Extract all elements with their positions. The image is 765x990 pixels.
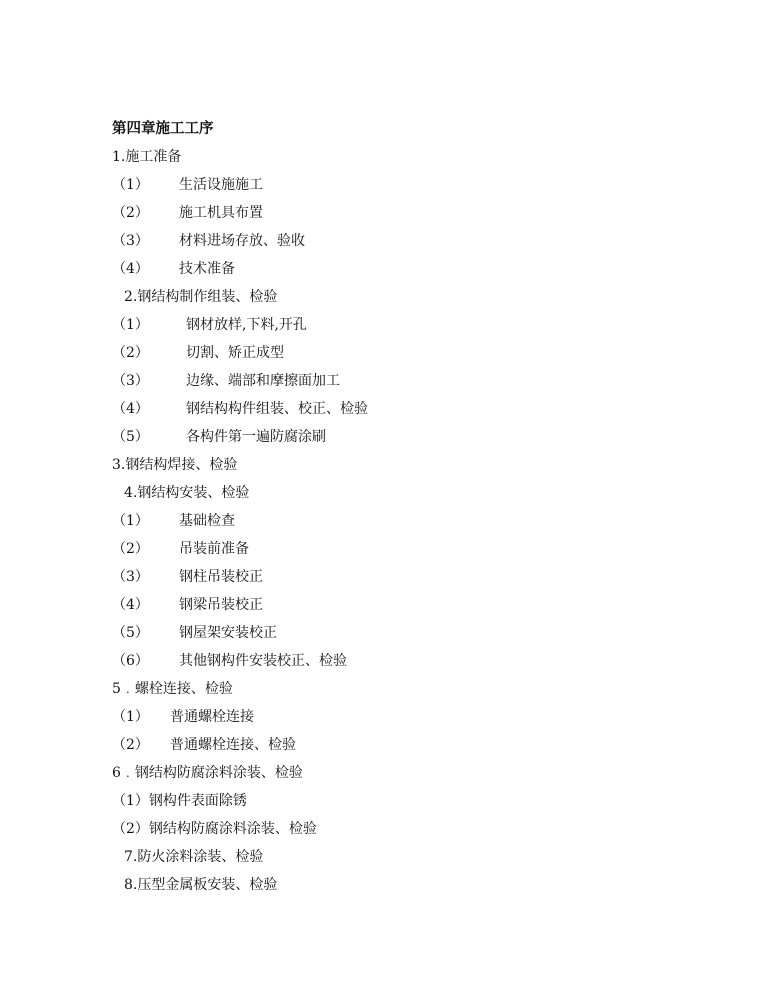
item-number: （2） [112,737,149,753]
list-item [112,428,326,446]
item-text: 技术准备 [179,261,235,277]
item-text: 钢材放样,下料,开孔 [186,317,307,333]
item-number: （4） [112,597,149,613]
item-text: 钢结构防腐涂料涂装、检验 [148,821,317,837]
item-text: 钢梁吊装校正 [179,597,263,613]
item-text: 生活设施施工 [179,177,263,193]
list-item [112,736,296,754]
item-text: 钢结构构件组装、校正、检验 [186,401,368,417]
section-heading: 1.施工准备 [112,149,182,165]
list-item [112,708,254,726]
section-heading: 5﹒螺栓连接、检验 [112,681,233,697]
section-heading: 4.钢结构安装、检验 [124,485,250,501]
item-text: 基础检查 [179,513,235,529]
item-text: 吊装前准备 [179,541,249,557]
section-heading: 2.钢结构制作组装、检验 [124,289,278,305]
list-item [112,344,284,362]
section-heading: 3.钢结构焊接、检验 [112,457,238,473]
list-item [112,372,340,390]
item-number: （1） [112,317,149,333]
item-text: 施工机具布置 [179,205,263,221]
item-number: （2） [112,821,149,837]
item-number: （4） [112,261,149,277]
list-item [112,204,263,222]
list-item [112,512,235,530]
list-item [112,232,305,250]
item-number: （3） [112,373,149,389]
chapter-title: 第四章施工工序 [112,120,214,137]
item-number: （2） [112,345,149,361]
item-number: （5） [112,429,149,445]
section-heading: 7.防火涂料涂装、检验 [124,849,264,865]
item-number: （4） [112,401,149,417]
item-text: 边缘、端部和摩擦面加工 [186,373,340,389]
item-number: （1） [112,709,149,725]
list-item [112,260,235,278]
list-item [112,316,307,334]
item-text: 普通螺栓连接、检验 [170,737,296,753]
list-item [112,400,368,418]
item-number: （3） [112,233,149,249]
list-item [112,568,263,586]
item-text: 各构件第一遍防腐涂刷 [186,429,326,445]
item-text: 普通螺栓连接 [170,709,254,725]
item-text: 钢柱吊装校正 [179,569,263,585]
list-item [112,596,263,614]
list-item [112,652,347,670]
item-text: 钢屋架安装校正 [179,625,277,641]
item-text: 材料进场存放、验收 [179,233,305,249]
item-text: 其他钢构件安装校正、检验 [179,653,347,669]
list-item [112,792,247,810]
list-item [112,540,249,558]
item-number: （1） [112,177,149,193]
item-number: （1） [112,513,149,529]
item-number: （2） [112,205,149,221]
section-heading: 6﹒钢结构防腐涂料涂装、检验 [112,765,303,781]
item-number: （2） [112,541,149,557]
item-text: 切割、矫正成型 [186,345,284,361]
item-number: （6） [112,653,149,669]
section-heading: 8.压型金属板安装、检验 [124,877,278,893]
item-number: （5） [112,625,149,641]
list-item [112,176,263,194]
item-number: （1） [112,793,149,809]
list-item [112,624,277,642]
item-text: 钢构件表面除锈 [148,793,247,809]
item-number: （3） [112,569,149,585]
list-item [112,820,317,838]
